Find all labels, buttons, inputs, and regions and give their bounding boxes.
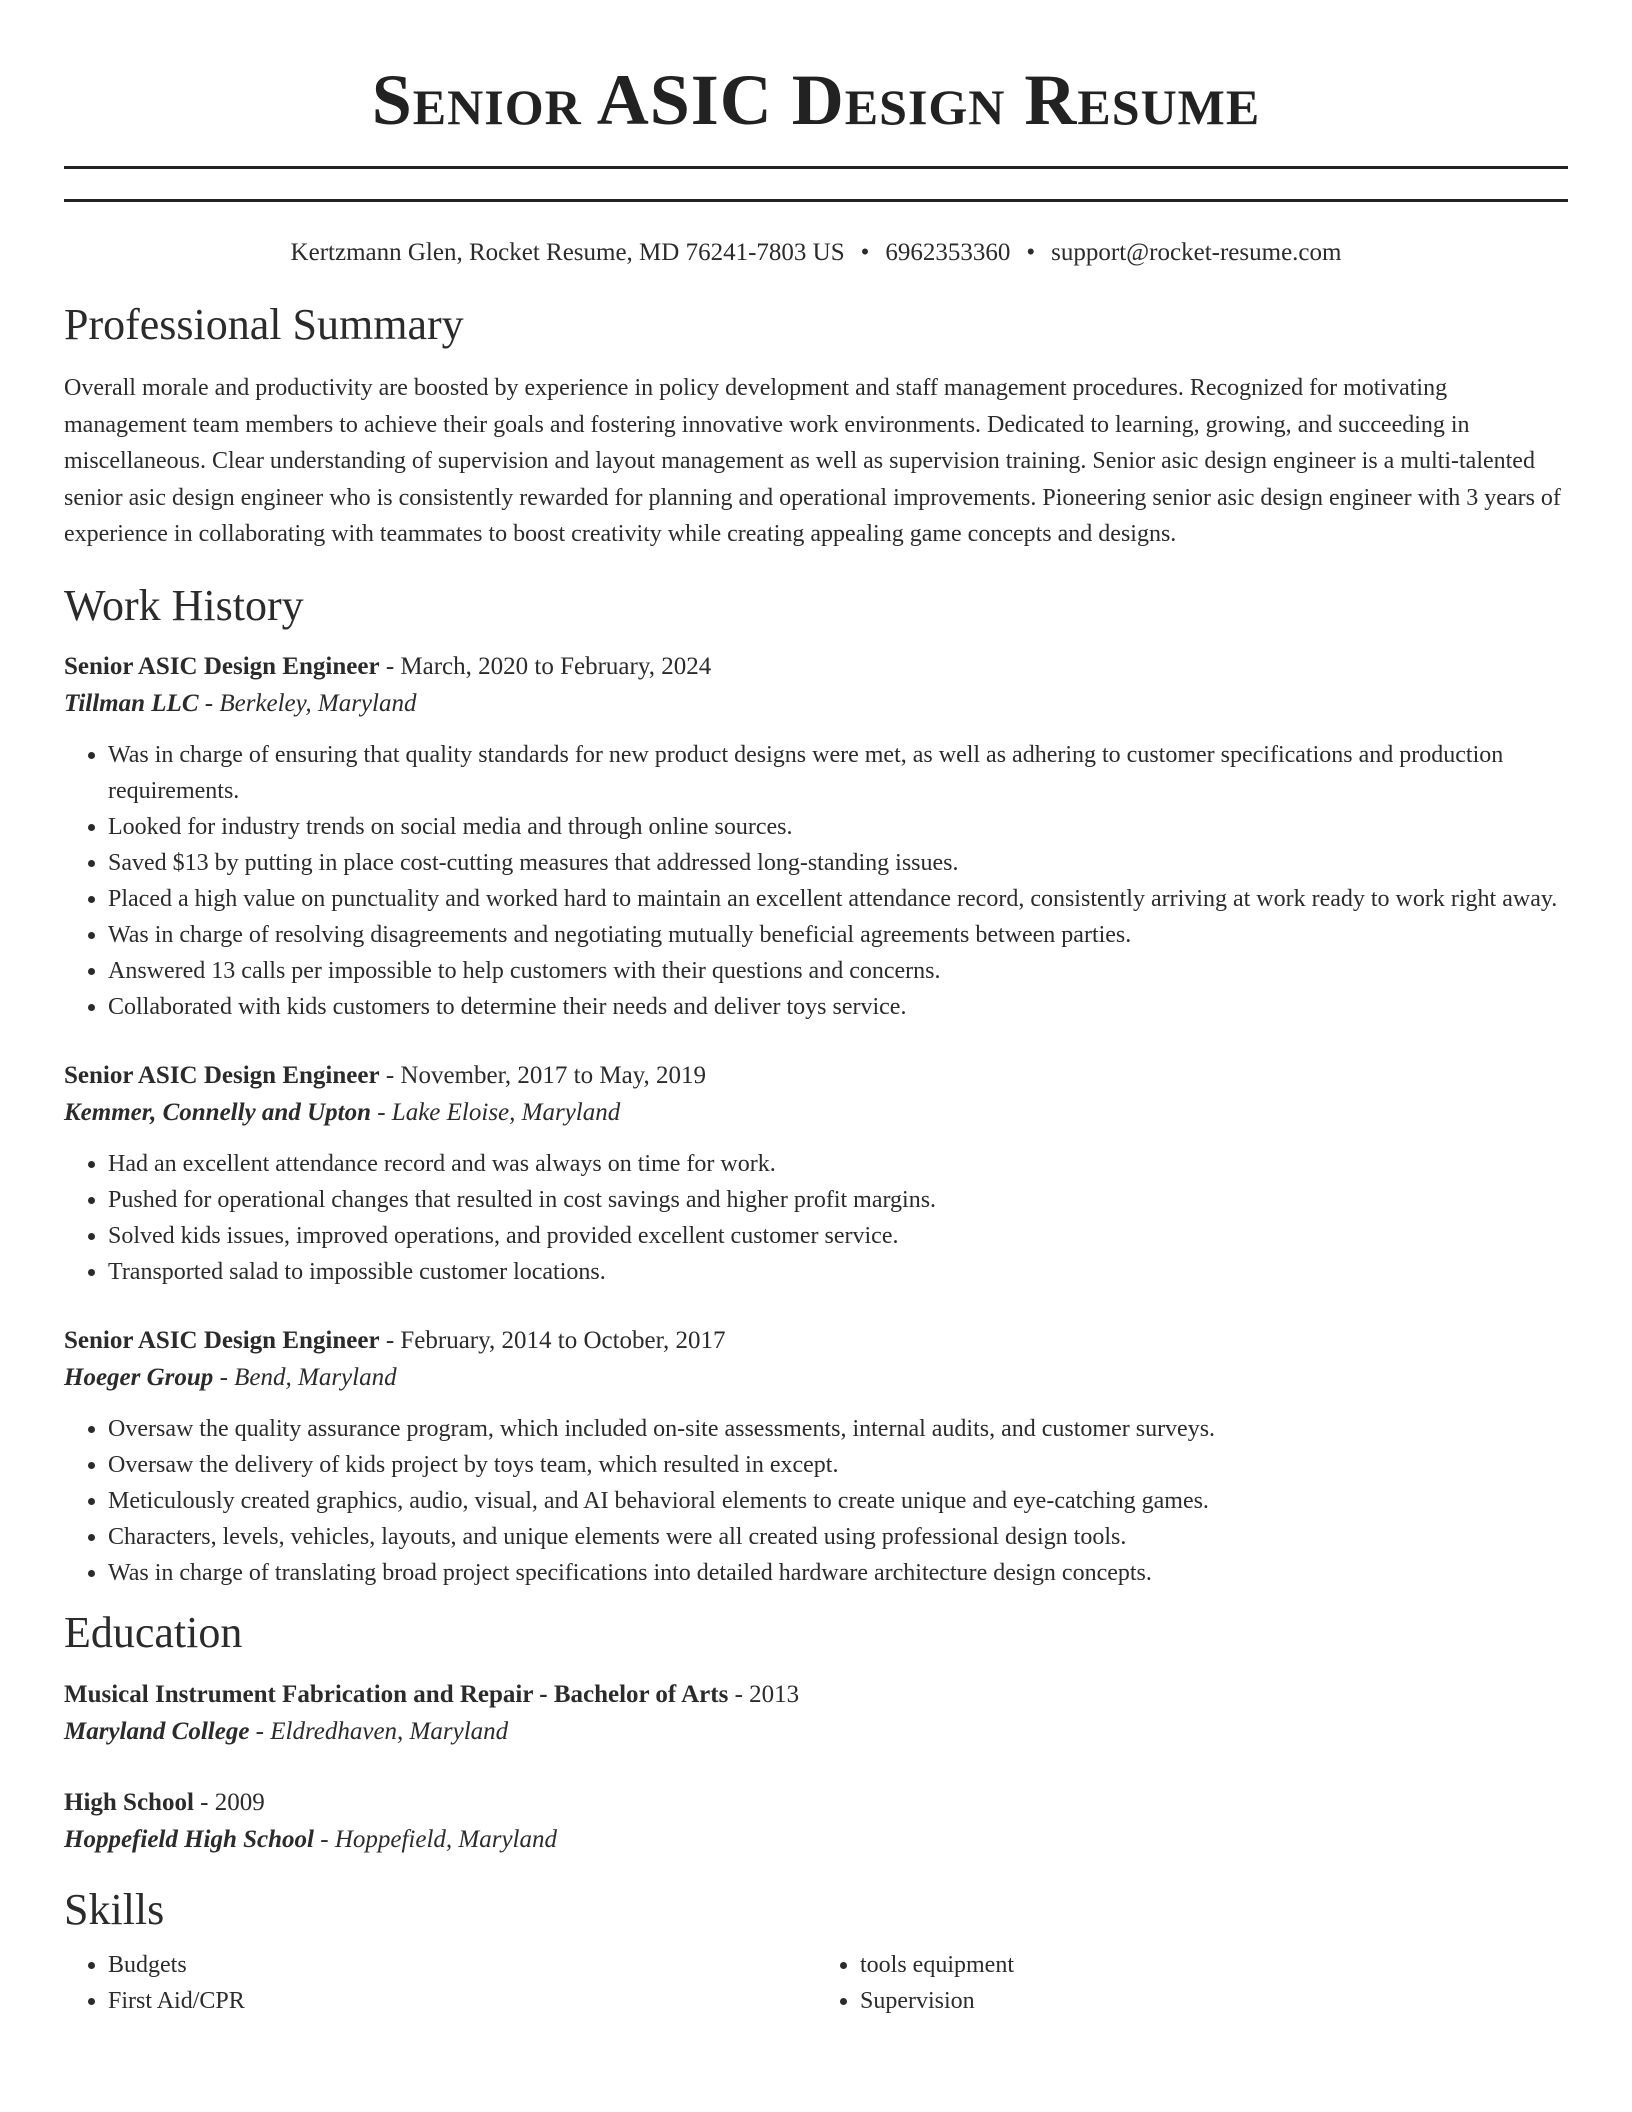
job-dates: - March, 2020 to February, 2024 (379, 652, 712, 680)
job-bullet: • Pushed for operational changes that resulted in cost savings and higher profit margins. (108, 1182, 1568, 1218)
job-bullet: • Saved $13 by putting in place cost-cutting measures that addressed long-standing issues. (108, 845, 1568, 881)
summary-heading: Professional Summary (64, 300, 464, 349)
resume-page (64, 0, 1568, 2019)
education-heading: Education (64, 1607, 243, 1657)
job-title: Senior ASIC Design Engineer (64, 652, 380, 680)
school-line (64, 1713, 1568, 1751)
job-bullet: • Was in charge of ensuring that quality standards for new product designs were met, as well as adhering to customer specifications and production requirements. (108, 737, 1568, 809)
contact-separator: • (860, 239, 870, 266)
contact-line (64, 237, 1568, 269)
contact-phone: 6962353360 (885, 239, 1011, 266)
title-divider-bottom (64, 199, 1568, 202)
school-line (64, 1821, 1568, 1859)
resume-title: Senior ASIC Design Resume (371, 60, 1261, 140)
job-bullets (64, 1146, 1568, 1290)
company-location: - Bend, Maryland (213, 1363, 397, 1391)
job-bullets (64, 1411, 1568, 1591)
job-title: Senior ASIC Design Engineer (64, 1061, 380, 1089)
job-dates: - February, 2014 to October, 2017 (379, 1326, 726, 1354)
skill-item: • Supervision (860, 1983, 1568, 2019)
degree-name: Musical Instrument Fabrication and Repair - Bachelor of Arts (64, 1680, 729, 1708)
job-dates: - November, 2017 to May, 2019 (379, 1061, 707, 1089)
job-title-line (64, 649, 1568, 685)
company-name: Tillman LLC (64, 689, 199, 717)
job-entry (64, 1058, 1568, 1290)
job-bullets (64, 737, 1568, 1025)
company-name: Hoeger Group (64, 1363, 214, 1391)
work-history-heading: Work History (64, 580, 304, 630)
job-bullet: • Was in charge of translating broad project specifications into detailed hardware architecture design concepts. (108, 1555, 1568, 1591)
job-bullet: • Placed a high value on punctuality and worked hard to maintain an excellent attendance record, consistently arriving at work ready to work right away. (108, 881, 1568, 917)
company-name: Kemmer, Connelly and Upton (64, 1098, 371, 1126)
degree-year: - 2013 (728, 1680, 800, 1708)
company-line (64, 1359, 1568, 1397)
degree-line (64, 1785, 1568, 1821)
education-entry (64, 1785, 1568, 1859)
skill-item: • First Aid/CPR (108, 1983, 816, 2019)
company-location: - Lake Eloise, Maryland (370, 1098, 621, 1126)
degree-year: - 2009 (193, 1788, 265, 1816)
job-bullet: • Oversaw the quality assurance program, which included on-site assessments, internal audits, and customer surveys. (108, 1411, 1568, 1447)
job-bullet: • Collaborated with kids customers to determine their needs and deliver toys service. (108, 989, 1568, 1025)
education-entry (64, 1677, 1568, 1751)
school-name: Hoppefield High School (64, 1825, 314, 1853)
degree-name: High School (64, 1788, 194, 1816)
skill-item: • Budgets (108, 1947, 816, 1983)
company-location: - Berkeley, Maryland (198, 689, 417, 717)
job-bullet: • Had an excellent attendance record and was always on time for work. (108, 1146, 1568, 1182)
skill-item: • tools equipment (860, 1947, 1568, 1983)
job-bullet: • Looked for industry trends on social media and through online sources. (108, 809, 1568, 845)
job-bullet: • Transported salad to impossible customer locations. (108, 1254, 1568, 1290)
skills-list (64, 1947, 1568, 2019)
job-entry (64, 649, 1568, 1025)
job-bullet: • Characters, levels, vehicles, layouts, and unique elements were all created using professional design tools. (108, 1519, 1568, 1555)
contact-separator: • (1026, 239, 1036, 266)
company-line (64, 685, 1568, 723)
school-location: - Eldredhaven, Maryland (249, 1717, 509, 1745)
job-entry (64, 1323, 1568, 1591)
skills-column-right (816, 1947, 1568, 2019)
job-title-line (64, 1323, 1568, 1359)
summary-text: Overall morale and productivity are boosted by experience in policy development and staff management procedures. Recognized for motivating management team members to achieve their goals and fostering innovative work environments. Dedicated to learning, growing, and succeeding in miscellaneous. Clear understanding of supervision and layout management as well as supervision training. Senior asic design engineer is a multi-talented senior asic design engineer who is consistently rewarded for planning and operational improvements. Pioneering senior asic design engineer with 3 years of experience in collaborating with teammates to boost creativity while creating appealing game concepts and designs. (64, 375, 1561, 547)
contact-address: Kertzmann Glen, Rocket Resume, MD 76241-7803 US (290, 239, 845, 266)
degree-line (64, 1677, 1568, 1713)
job-bullet: • Was in charge of resolving disagreements and negotiating mutually beneficial agreements between parties. (108, 917, 1568, 953)
job-title-line (64, 1058, 1568, 1094)
job-bullet: • Solved kids issues, improved operations, and provided excellent customer service. (108, 1218, 1568, 1254)
school-location: - Hoppefield, Maryland (314, 1825, 558, 1853)
job-bullet: • Answered 13 calls per impossible to help customers with their questions and concerns. (108, 953, 1568, 989)
job-bullet: • Oversaw the delivery of kids project by toys team, which resulted in except. (108, 1447, 1568, 1483)
company-line (64, 1094, 1568, 1132)
skills-column-left (64, 1947, 816, 2019)
skills-heading: Skills (64, 1884, 165, 1934)
job-bullet: • Meticulously created graphics, audio, visual, and AI behavioral elements to create unique and eye-catching games. (108, 1483, 1568, 1519)
job-title: Senior ASIC Design Engineer (64, 1326, 380, 1354)
school-name: Maryland College (64, 1717, 250, 1745)
contact-email: support@rocket-resume.com (1051, 239, 1342, 266)
